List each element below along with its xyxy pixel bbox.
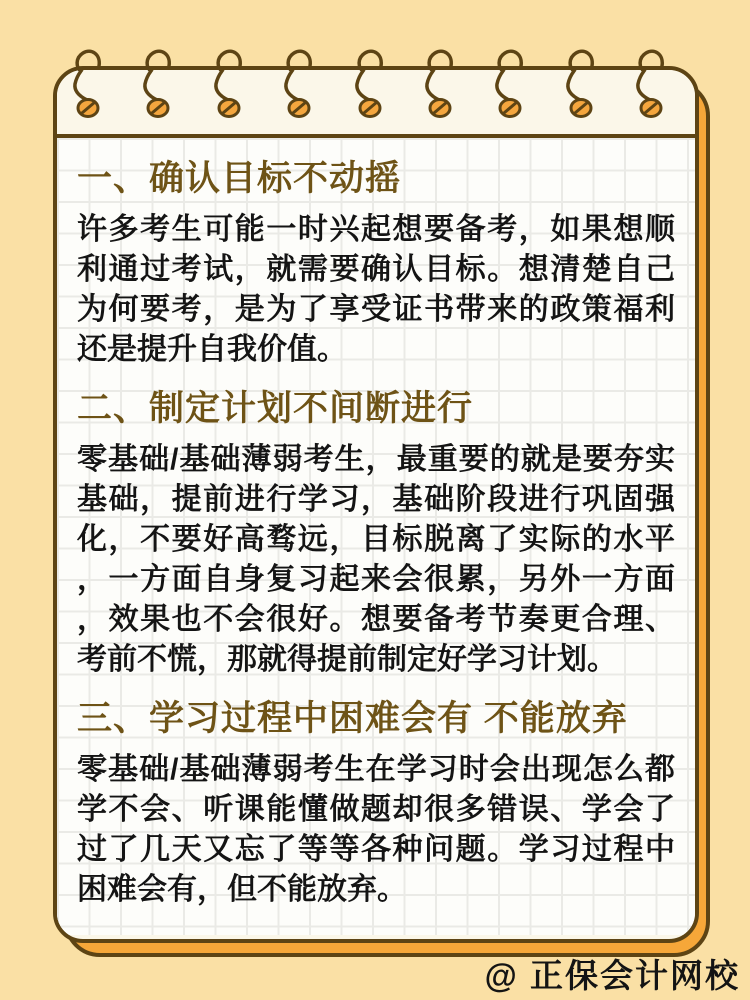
section-1-heading: 一、确认目标不动摇 — [77, 159, 402, 198]
section-3-heading: 三、学习过程中困难会有 不能放弃 — [77, 699, 628, 738]
section-2-paragraph: 零基础/基础薄弱考生，最重要的就是要夯实基础，提前进行学习，基础阶段进行巩固强化，不要好高骛远，目标脱离了实际的水平，一方面自身复习起来会很累，另外一方面，效果也不会很好。想要备考节奏更合理、考前不慌，那就得提前制定好学习计划。 — [77, 443, 675, 676]
notepad-card — [53, 66, 699, 943]
section-3-paragraph: 零基础/基础薄弱考生在学习时会出现怎么都学不会、听课能懂做题却很多错误、学会了过了几天又忘了等等各种问题。学习过程中困难会有，但不能放弃。 — [77, 753, 675, 906]
notepad-body — [57, 138, 695, 935]
watermark: @ 正保会计网校 — [484, 957, 740, 994]
section-1-paragraph: 许多考生可能一时兴起想要备考，如果想顺利通过考试，就需要确认目标。想清楚自己为何要考，是为了享受证书带来的政策福利还是提升自我价值。 — [77, 213, 675, 366]
notepad-header — [57, 70, 695, 138]
section-2-heading: 二、制定计划不间断进行 — [77, 389, 474, 428]
